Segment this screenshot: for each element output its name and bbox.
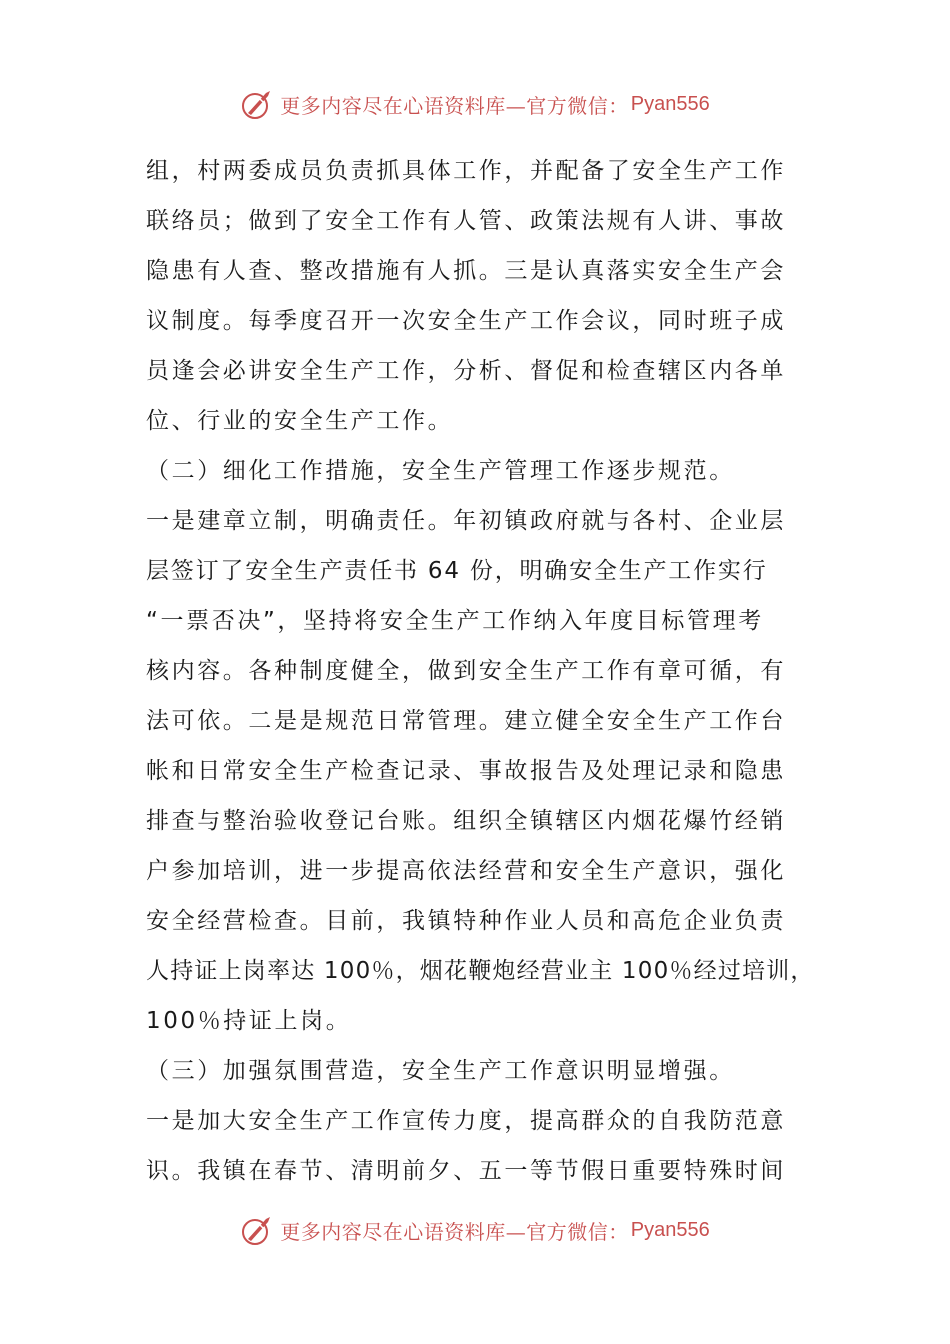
- header-watermark: [0, 84, 950, 124]
- body-line: 排查与整治验收登记台账。组织全镇辖区内烟花爆竹经销: [146, 808, 786, 834]
- body-line: 识。我镇在春节、清明前夕、五一等节假日重要特殊时间: [146, 1158, 786, 1184]
- body-line: 帐和日常安全生产检查记录、事故报告及处理记录和隐患: [146, 758, 786, 784]
- body-line: 核内容。各种制度健全，做到安全生产工作有章可循，有: [146, 658, 786, 684]
- body-line: 一是建章立制，明确责任。年初镇政府就与各村、企业层: [146, 508, 786, 534]
- document-body: [146, 146, 815, 1196]
- watermark-wechat-id: Pyan556: [630, 92, 710, 115]
- body-line: 100％持证上岗。: [146, 1008, 352, 1034]
- section-heading-2: （二）细化工作措施，安全生产管理工作逐步规范。: [146, 458, 735, 484]
- body-line: 组，村两委成员负责抓具体工作，并配备了安全生产工作: [146, 158, 786, 184]
- section-heading-3: （三）加强氛围营造，安全生产工作意识明显增强。: [146, 1058, 735, 1084]
- body-line: 法可依。二是是规范日常管理。建立健全安全生产工作台: [146, 708, 786, 734]
- body-line: 议制度。每季度召开一次安全生产工作会议，同时班子成: [146, 308, 786, 334]
- quill-logo-icon: [240, 1213, 274, 1247]
- body-line: 联络员；做到了安全工作有人管、政策法规有人讲、事故: [146, 208, 786, 234]
- body-line: 户参加培训，进一步提高依法经营和安全生产意识，强化: [146, 858, 786, 884]
- body-line: 人持证上岗率达 100％，烟花鞭炮经营业主 100％经过培训，: [146, 958, 815, 984]
- body-line: “一票否决”，坚持将安全生产工作纳入年度目标管理考: [146, 608, 764, 634]
- body-line: 员逢会必讲安全生产工作，分析、督促和检查辖区内各单: [146, 358, 786, 384]
- body-line: 一是加大安全生产工作宣传力度，提高群众的自我防范意: [146, 1108, 786, 1134]
- watermark-text: 更多内容尽在心语资料库—官方微信：: [280, 1219, 629, 1244]
- body-line: 隐患有人查、整改措施有人抓。三是认真落实安全生产会: [146, 258, 786, 284]
- quill-logo-icon: [240, 87, 274, 121]
- body-line: 安全经营检查。目前，我镇特种作业人员和高危企业负责: [146, 908, 786, 934]
- body-line: 位、行业的安全生产工作。: [146, 408, 454, 434]
- body-line: 层签订了安全生产责任书 64 份，明确安全生产工作实行: [146, 558, 768, 584]
- watermark-wechat-id: Pyan556: [630, 1218, 710, 1241]
- footer-watermark: [0, 1210, 950, 1250]
- watermark-text: 更多内容尽在心语资料库—官方微信：: [280, 93, 629, 118]
